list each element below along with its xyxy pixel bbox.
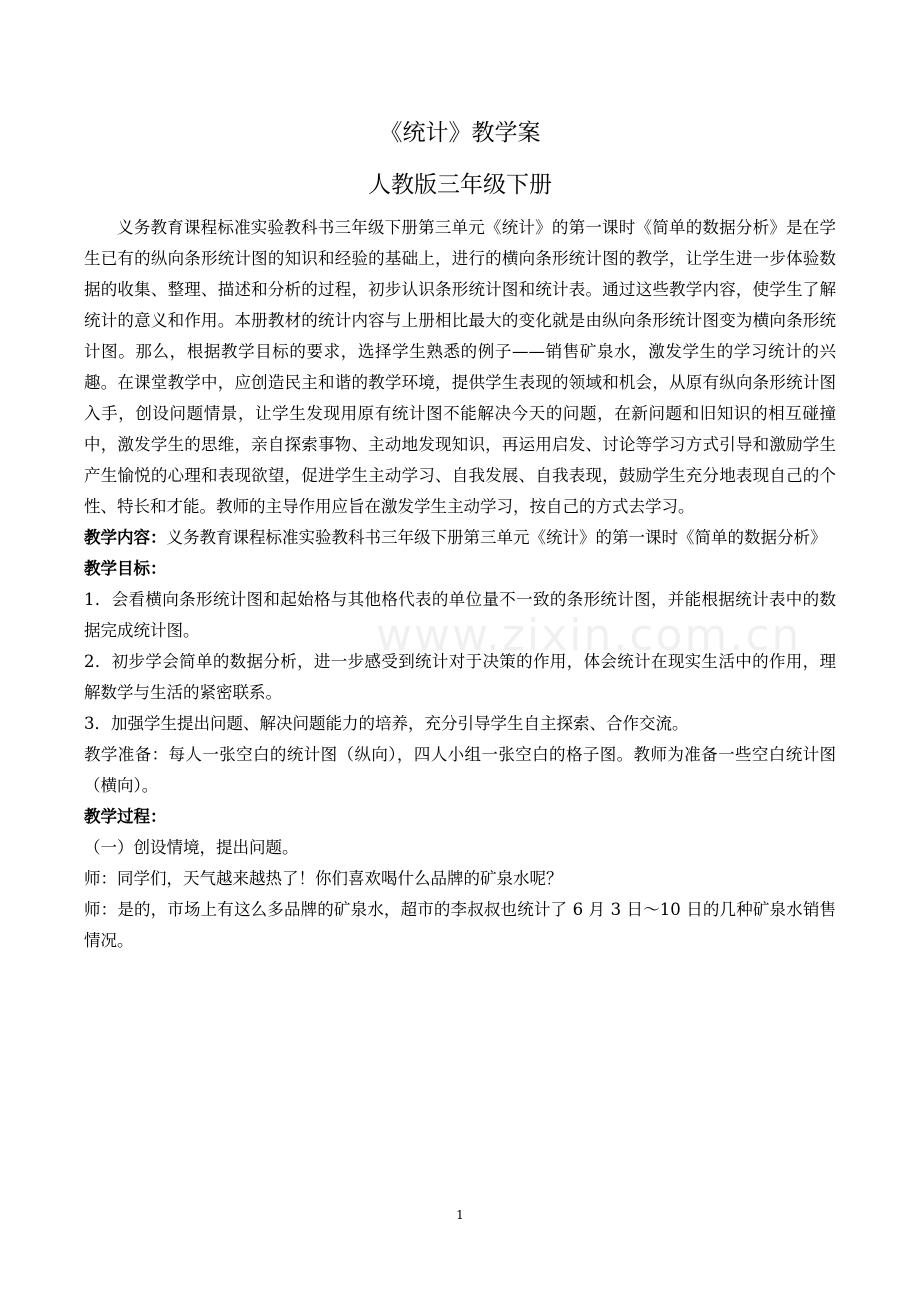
page-number: 1 (456, 1208, 464, 1222)
goal-item-2: 2．初步学会简单的数据分析，进一步感受到统计对于决策的作用，体会统计在现实生活中的作用，理解数学与生活的紧密联系。 (84, 652, 836, 702)
content-label: 教学内容： (84, 528, 167, 547)
intro-paragraph: 义务教育课程标准实验教科书三年级下册第三单元《统计》的第一课时《简单的数据分析》是在学生已有的纵向条形统计图的知识和经验的基础上，进行的横向条形统计图的教学，让学生进一步体验数据的收集、整理、描述和分析的过程，初步认识条形统计图和统计表。通过这些教学内容，使学生了解统计的意义和作用。本册教材的统计内容与上册相比最大的变化就是由纵向条形统计图变为横向条形统计图。那么，根据教学目标的要求，选择学生熟悉的例子——销售矿泉水，激发学生的学习统计的兴趣。在课堂教学中，应创造民主和谐的教学环境，提供学生表现的领域和机会，从原有纵向条形统计图入手，创设问题情景，让学生发现用原有统计图不能解决今天的问题，在新问题和旧知识的相互碰撞中，激发学生的思维，亲自探索事物、主动地发现知识，再运用启发、讨论等学习方式引导和激励学生产生愉悦的心理和表现欲望，促进学生主动学习、自我发展、自我表现，鼓励学生充分地表现自己的个性、特长和才能。教师的主导作用应旨在激发学生主动学习，按自己的方式去学习。 (84, 218, 836, 516)
document-page (84, 118, 836, 956)
document-subtitle: 人教版三年级下册 (368, 172, 552, 198)
goal-item-1: 1．会看横向条形统计图和起始格与其他格代表的单位量不一致的条形统计图，并能根据统计表中的数据完成统计图。 (84, 590, 836, 640)
process-label: 教学过程： (84, 807, 167, 826)
goal-item-3: 3．加强学生提出问题、解决问题能力的培养，充分引导学生自主探索、合作交流。 (84, 714, 689, 733)
content-text: 义务教育课程标准实验教科书三年级下册第三单元《统计》的第一课时《简单的数据分析》 (166, 528, 827, 547)
teacher-line-2: 师：是的，市场上有这么多品牌的矿泉水，超市的李叔叔也统计了 6 月 3 日～10 日的几种矿泉水销售情况。 (84, 900, 836, 950)
preparation-paragraph: 教学准备：每人一张空白的统计图（纵向），四人小组一张空白的格子图。教师为准备一些空白统计图（横向）。 (84, 745, 836, 795)
process-step-1: （一）创设情境，提出问题。 (84, 838, 299, 857)
teacher-line-1: 师：同学们，天气越来越热了！你们喜欢喝什么品牌的矿泉水呢？ (84, 869, 563, 888)
content-paragraph (84, 522, 836, 553)
watermark: www.zixin.com.cn (376, 610, 802, 661)
goals-label: 教学目标： (84, 559, 167, 578)
document-title: 《统计》教学案 (379, 120, 541, 146)
